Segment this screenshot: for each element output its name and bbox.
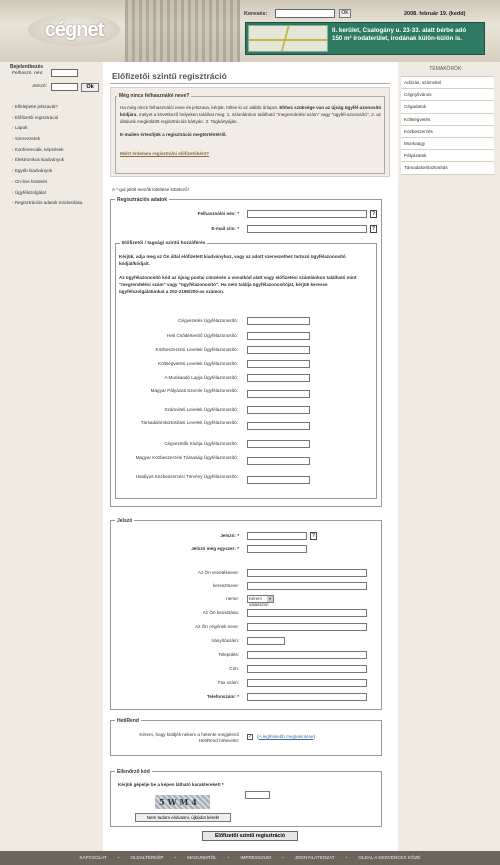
current-date: 2008. február 19. (kedd) [404,11,466,17]
firstname-label: keresztneve: [212,583,239,588]
info-text-b: Ehhez szüksége van az újság ügyfél-azonosító kódjára [120,105,382,117]
captcha-legend: Ellenőrző kód [117,769,150,775]
email-help-icon[interactable]: ? [371,226,376,232]
captcha-required-mark: * [221,782,224,787]
subscriber-intro: Kérjük, adja meg az Ön által előfizetett kiadványhoz, vagy az adott szervezethez tartozó ügyfélazonosító kódját/kódjait. [119,254,346,266]
password-label: Jelszó: [32,84,47,89]
footer-bookmark-link[interactable]: • OLDAL A KEDVENCEK KÖZÉ [346,855,432,860]
chevron-down-icon: ▾ [268,596,271,601]
password-input[interactable] [247,532,307,540]
cegnet-logo[interactable]: cégnet [28,14,120,46]
address-input[interactable] [247,665,367,673]
hetirend-checkbox[interactable]: ✓ [248,734,253,740]
info-heading: Még nincs felhasználói neve? [119,93,190,99]
nav-journals[interactable]: › Lapok [12,125,102,136]
id-label-kozbeszerzesi: Közbeszerzési Levelek Ügyfélazonosító: [155,347,238,352]
username-field-label: Felhasználói név: * [197,211,239,216]
nav-forgot-password[interactable]: › Elfelejtette jelszavát? [12,104,102,115]
left-nav [12,104,102,211]
company-input[interactable] [247,623,367,631]
username-input[interactable] [247,210,367,218]
search-button[interactable]: OK [339,9,351,18]
position-input[interactable] [247,609,367,617]
password-confirm-label: Jelszó még egyszer: * [191,546,239,551]
nav-electronic-publications[interactable]: › Elektronikus kiadványok [12,157,102,168]
id-label-cegvezetes: Cégvezetés Ügyfélazonosító: [178,318,238,323]
submit-registration-button[interactable]: Előfizetői szintű regisztráció [202,831,298,841]
search-input[interactable] [275,9,335,18]
info-text-a: Ha még nincs felhasználói neve és jelszava, kérjük, töltse ki az alábbi űrlapot. [120,105,279,110]
info-text-c: , melyet a következő helyeken találhat meg: 1. számlánkon található "megrendelési szám" vagy "ügyfél-azonosító", 2. az általunk megküldött regisztrációs kártyán. 3. Tagkártyáján. [120,111,382,124]
captcha-prompt-text: Kérjük gépelje be a képen látható karaktereket! [118,782,221,787]
id-input-kozbeszerzesi[interactable] [247,346,310,354]
topic-item[interactable]: Cégadatok [401,101,494,113]
password-confirm-input[interactable] [247,545,307,553]
right-sidebar [398,62,500,852]
gender-label: neme: [226,596,239,601]
password-legend: Jelszó [117,518,133,524]
footer-about-link[interactable]: • MAGUNKRÓL [174,855,227,860]
id-input-szamviteli[interactable] [247,406,310,414]
info-paragraph [120,105,382,125]
banner-map-image [248,25,328,52]
why-register-link[interactable]: Miért érdemes regisztrálni előfizetőként? [120,151,210,156]
nav-online-ads[interactable]: › On-line hirdetés [12,179,102,190]
id-label-tarsadalombiztositasi: Társadalombiztosítási Levelek Ügyfélazonosító: [140,420,238,425]
company-label: Az Ön cégének neve: [195,624,239,629]
city-input[interactable] [247,651,367,659]
id-input-cegvezetok-klubja[interactable] [247,440,310,448]
id-input-kozbeszerzesi-tarsasag[interactable] [247,457,310,465]
phone-input[interactable] [247,693,367,701]
lastname-label: Az Ön vezetékneve: [197,570,239,575]
gender-select[interactable] [247,595,274,607]
registration-legend: Regisztrációs adatok [117,197,168,203]
id-input-koltsegvetesi[interactable] [247,360,310,368]
nav-subscriber-registration[interactable]: › Előfizetői regisztráció [12,115,102,126]
id-label-palyazati: Magyar Pályázati Szemle Ügyfélazonosító: [150,388,238,393]
id-input-munkaado[interactable] [247,374,310,382]
topic-item[interactable]: Pályázatok [401,150,494,162]
topic-item[interactable]: Közbeszerzés [401,126,494,138]
footer-contact-link[interactable]: KAPCSOLAT [79,855,107,860]
banner-line-2: 150 m² irodaterület, irodának külön-külön is. [332,35,462,42]
id-label-cegvezetok-klubja: Cégvezetők Klubja Ügyfélazonosító: [164,441,238,446]
email-field-label: E-mail cím: * [211,226,239,231]
header-building-image [125,0,240,62]
footer-nav [0,855,500,860]
position-label: Az Ön beosztása: [202,610,239,615]
new-captcha-button[interactable]: Nem tudom elolvasni, újkódot kérek! [135,813,231,822]
gender-selected-value: Kérem válasszon [249,596,269,607]
hetirend-paren-open: ( [257,734,259,739]
zip-label: Irányítószám: [211,638,239,643]
id-input-tarsadalombiztositasi[interactable] [247,422,310,430]
nav-edit-registration[interactable]: › Regisztrációs adatok módosítása [12,200,102,211]
topic-item[interactable]: Adózás, számvitel [401,77,494,89]
topic-item[interactable]: Költségvetés [401,114,494,126]
topic-item[interactable]: Cégnyilvános [401,89,494,101]
search-label: Keresés: [244,11,268,17]
username-help-icon[interactable]: ? [371,211,376,217]
page-title: Előfizetői szintű regisztráció [112,71,227,81]
info-email-note: E-mailen értesítjük a regisztráció megtörténtéről. [120,132,227,137]
nav-other-publications[interactable]: › Egyéb kiadványok [12,168,102,179]
password-label-field: Jelszó: * [220,533,239,538]
header [0,0,500,62]
hetirend-latest-link[interactable]: A legfrissebb megtekintése [258,734,314,739]
nav-organizations[interactable]: › Szervezetek [12,136,102,147]
hetirend-legend: HetiRend [117,718,139,724]
subscriber-access-legend: Előfizetői / tagsági szintű hozzáférés [122,241,206,246]
topics-list [401,76,494,175]
login-username-input[interactable] [51,69,78,77]
id-label-csodertesito: Heti Csődértesítő Ügyfélazonosító: [167,333,238,338]
address-label: Cím: [229,666,239,671]
info-box [115,96,385,174]
captcha-input[interactable] [245,791,270,799]
hetirend-paren-close: ) [313,734,315,739]
login-password-input[interactable] [51,83,78,91]
topics-title: TÉMAKÖRÖK: [429,66,463,72]
subscriber-help-text: Az ügyfélazonosító kód az újság postai címzésén a vonalkód alatt vagy előfizetési számlánkon található mint "megrendelési szám" vagy "ügyfélazonosító". Ha nem találja ügyfélazonosítóját, kérjük keresse ügyfélszolgálatunkat a 202-2199/200-as számon. [119,275,357,294]
nav-customer-service[interactable]: › Ügyfélszolgálat [12,190,102,201]
hetirend-latest [257,734,315,741]
lastname-input[interactable] [247,569,367,577]
phone-label: Telefonszám: * [206,694,239,699]
fax-input[interactable] [247,679,367,687]
hetirend-label: Kérem, hogy küldjék nekem a hetente megjelenő HetiRend hírlevelet: [139,732,239,743]
login-title: Bejelentkezés [10,64,44,70]
username-label: Felhaszn. név: [12,71,44,76]
id-label-koltsegvetesi: Költségvetési Levelek Ügyfélazonosító: [158,361,238,366]
email-input[interactable] [247,225,367,233]
fax-label: Fax szám: [217,680,239,685]
id-input-cegvezetes[interactable] [247,317,310,325]
id-input-csodertesito[interactable] [247,332,310,340]
banner-text [332,27,482,43]
id-label-kozbeszerzesi-tarsasag: Magyar Közbeszerzési Társaság Ügyfélazonosító: [135,455,238,460]
captcha-prompt [118,782,224,789]
title-divider [110,83,390,84]
banner-line-1: II. kerület, Csalogány u. 23-33. alatt bérbe adó [332,27,467,34]
id-input-palyazati[interactable] [247,390,310,398]
required-note: A *-gal jelölt mezők kitöltése kötelező! [112,187,189,192]
id-label-szamviteli: Számviteli Levelek Ügyfélazonosító: [164,407,238,412]
office-rent-banner[interactable] [245,22,485,55]
password-help-icon[interactable]: ? [311,533,316,539]
zip-input[interactable] [247,637,285,645]
firstname-input[interactable] [247,582,367,590]
city-label: Település: [218,652,239,657]
footer-sitemap-link[interactable]: • OLDALTÉRKÉP [118,855,175,860]
footer-legal-link[interactable]: • JOGNYILATKOZAT [282,855,346,860]
footer-impressum-link[interactable]: • IMPRESSZUM [228,855,282,860]
info-panel [110,87,390,177]
topic-item[interactable]: Társadalombiztosítás [401,162,494,174]
id-label-torveny: Hatályos Közbeszerzési Törvény Ügyfélazonosító: [135,474,238,479]
id-input-torveny[interactable] [247,476,310,484]
login-button[interactable]: Ok [81,83,99,92]
topic-item[interactable]: Munkaügy [401,138,494,150]
captcha-image: 5WM4 [155,795,210,809]
id-label-munkaado: A Munkaadó Lapja Ügyfélazonosító: [164,375,238,380]
nav-conferences[interactable]: › Konferenciák, képzések [12,147,102,158]
